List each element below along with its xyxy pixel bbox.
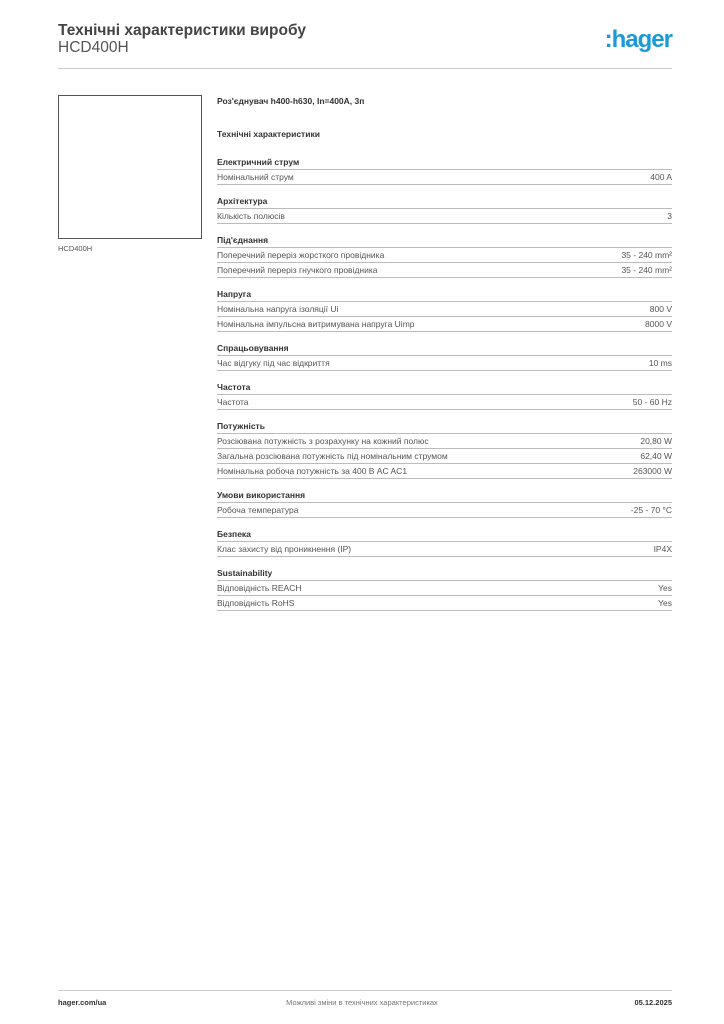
spec-row <box>217 503 672 518</box>
spec-value: 800 V <box>649 304 672 314</box>
spec-sections <box>217 155 672 611</box>
spec-content <box>217 96 672 620</box>
footer-website[interactable]: hager.com/ua <box>58 998 107 1007</box>
section-title: Потужність <box>217 419 672 434</box>
hager-logo: :hager <box>604 26 672 53</box>
product-name: Роз'єднувач h400-h630, In=400A, 3п <box>217 96 365 106</box>
spec-row <box>217 263 672 278</box>
spec-value: 3 <box>667 211 672 221</box>
spec-value: 10 ms <box>648 358 672 368</box>
spec-section <box>217 380 672 410</box>
spec-row <box>217 542 672 557</box>
spec-row <box>217 317 672 332</box>
footer-divider <box>58 990 672 991</box>
spec-section <box>217 233 672 278</box>
spec-value: -25 - 70 °C <box>630 505 672 515</box>
spec-value: 8000 V <box>645 319 672 329</box>
spec-section <box>217 527 672 557</box>
spec-row <box>217 464 672 479</box>
spec-label: Відповідність RoHS <box>217 598 295 608</box>
spec-label: Клас захисту від проникнення (IP) <box>217 544 352 554</box>
spec-label: Частота <box>217 397 249 407</box>
section-title: Архітектура <box>217 194 672 209</box>
tech-heading: Технічні характеристики <box>217 129 320 139</box>
section-title: Напруга <box>217 287 672 302</box>
spec-value: 50 - 60 Hz <box>632 397 672 407</box>
spec-value: 20,80 W <box>640 436 672 446</box>
section-title: Спрацьовування <box>217 341 672 356</box>
spec-label: Номінальний струм <box>217 172 294 182</box>
spec-section <box>217 287 672 332</box>
spec-row <box>217 302 672 317</box>
spec-label: Кількість полюсів <box>217 211 285 221</box>
spec-row <box>217 581 672 596</box>
spec-row <box>217 449 672 464</box>
spec-row <box>217 170 672 185</box>
spec-label: Номінальна робоча потужність за 400 В AC AC1 <box>217 466 408 476</box>
spec-label: Розсіювана потужність з розрахунку на кожний полюс <box>217 436 429 446</box>
spec-section <box>217 194 672 224</box>
spec-row <box>217 248 672 263</box>
footer-note: Можливі зміни в технічних характеристиках <box>286 998 438 1007</box>
spec-value: 263000 W <box>633 466 672 476</box>
spec-section <box>217 488 672 518</box>
product-code: HCD400H <box>58 39 129 56</box>
spec-section <box>217 155 672 185</box>
section-title: Частота <box>217 380 672 395</box>
product-image <box>58 95 202 239</box>
section-title: Безпека <box>217 527 672 542</box>
spec-value: 400 A <box>650 172 672 182</box>
section-title: Під'єднання <box>217 233 672 248</box>
spec-value: IP4X <box>653 544 672 554</box>
spec-label: Номінальна напруга ізоляції Ui <box>217 304 339 314</box>
spec-value: Yes <box>658 598 672 608</box>
spec-label: Відповідність REACH <box>217 583 302 593</box>
section-title: Електричний струм <box>217 155 672 170</box>
spec-label: Робоча температура <box>217 505 299 515</box>
spec-value: 35 - 240 mm² <box>621 265 672 275</box>
spec-section <box>217 566 672 611</box>
spec-row <box>217 356 672 371</box>
page-title: Технічні характеристики виробу <box>58 22 306 39</box>
spec-label: Поперечний переріз жорсткого провідника <box>217 250 385 260</box>
section-title: Sustainability <box>217 566 672 581</box>
header-divider <box>58 68 672 69</box>
spec-label: Поперечний переріз гнучкого провідника <box>217 265 378 275</box>
spec-value: Yes <box>658 583 672 593</box>
spec-label: Номінальна імпульсна витримувана напруга Uimp <box>217 319 415 329</box>
spec-label: Загальна розсіювана потужність під номінальним струмом <box>217 451 448 461</box>
spec-label: Час відгуку під час відкриття <box>217 358 330 368</box>
product-image-caption: HCD400H <box>58 244 93 253</box>
spec-section <box>217 419 672 479</box>
section-title: Умови використання <box>217 488 672 503</box>
spec-row <box>217 395 672 410</box>
spec-row <box>217 596 672 611</box>
spec-value: 35 - 240 mm² <box>621 250 672 260</box>
footer-date: 05.12.2025 <box>634 998 672 1007</box>
spec-section <box>217 341 672 371</box>
spec-row <box>217 209 672 224</box>
spec-row <box>217 434 672 449</box>
spec-value: 62,40 W <box>640 451 672 461</box>
